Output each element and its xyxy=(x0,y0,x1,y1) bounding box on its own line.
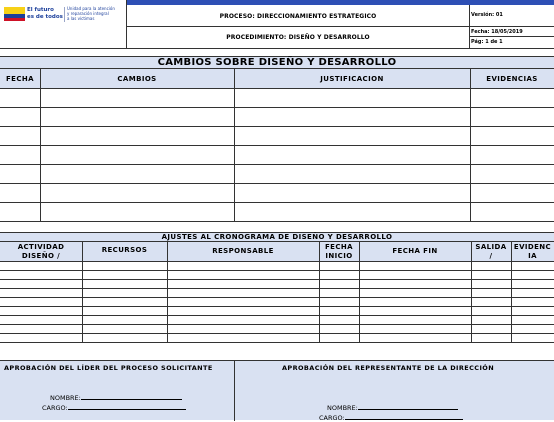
table-row xyxy=(0,288,554,289)
unit-line-3: a las víctimas xyxy=(67,16,95,21)
table-row xyxy=(0,126,554,127)
pagina-label: Pág: 1 de 1 xyxy=(471,39,503,45)
col-salida xyxy=(471,242,511,262)
aprobacion-lider-title: APROBACIÓN DEL LÍDER DEL PROCESO SOLICITANTE xyxy=(4,364,213,372)
lider-cargo-line[interactable] xyxy=(68,403,186,410)
ajustes-vline-4 xyxy=(359,242,360,343)
lider-nombre-label: NOMBRE: xyxy=(50,394,81,402)
unit-line-1: Unidad para la atención xyxy=(67,6,115,11)
cambios-title: CAMBIOS SOBRE DISEÑO Y DESARROLLO xyxy=(0,56,554,69)
unit-line-2: y reparación integral xyxy=(67,11,109,16)
col-salida-l1: SALIDA xyxy=(475,243,507,251)
header-bottom-border xyxy=(0,48,554,49)
version-label: Versión: 01 xyxy=(471,12,503,18)
col-fecha-inicio-l1: FECHA xyxy=(325,243,353,251)
col-fecha-inicio-l2: INICIO xyxy=(325,252,353,260)
representante-cargo-line[interactable] xyxy=(345,413,463,420)
table-row xyxy=(0,164,554,165)
col-evidencia-l1: EVIDENC xyxy=(513,243,552,251)
aprobacion-divider xyxy=(234,361,235,421)
lider-cargo-field[interactable] xyxy=(42,403,186,412)
table-row xyxy=(0,306,554,307)
document-header xyxy=(0,0,554,50)
col-evidencias: EVIDENCIAS xyxy=(486,74,538,83)
logo-divider xyxy=(64,7,65,22)
ajustes-vline-5 xyxy=(471,242,472,343)
col-fecha-fin: FECHA FIN xyxy=(392,246,438,255)
table-row xyxy=(0,297,554,298)
header-accent-bar xyxy=(126,0,554,5)
table-row xyxy=(0,107,554,108)
col-actividad-l1: ACTIVIDAD xyxy=(17,243,65,251)
col-salida-l2: / xyxy=(489,252,493,260)
fecha-label: Fecha: 18/05/2019 xyxy=(471,29,523,35)
proceso-label: PROCESO: DIRECCIONAMIENTO ESTRATEGICO xyxy=(219,12,377,20)
representante-nombre-label: NOMBRE: xyxy=(327,404,358,412)
representante-cargo-label: CARGO: xyxy=(319,414,345,422)
table-row xyxy=(0,221,554,222)
brand-text xyxy=(27,7,65,20)
logo-block xyxy=(0,0,126,48)
col-recursos: RECURSOS xyxy=(101,245,148,254)
procedimiento-label: PROCEDIMIENTO: DISEÑO Y DESARROLLO xyxy=(226,33,370,41)
ajustes-vline-1 xyxy=(82,242,83,343)
table-row xyxy=(0,315,554,316)
brand-line-2: es de todos xyxy=(27,13,63,20)
table-row xyxy=(0,145,554,146)
brand-line-1: El futuro xyxy=(27,7,54,13)
representante-cargo-field[interactable] xyxy=(319,413,463,422)
ajustes-title: AJUSTES AL CRONOGRAMA DE DISEÑO Y DESARROLLO xyxy=(0,232,554,242)
col-cambios: CAMBIOS xyxy=(117,74,157,83)
table-row xyxy=(0,333,554,334)
ajustes-vline-3 xyxy=(319,242,320,343)
col-fecha-inicio xyxy=(319,242,359,262)
ajustes-vline-6 xyxy=(511,242,512,343)
col-responsable: RESPONSABLE xyxy=(212,246,274,255)
col-evidencia xyxy=(511,242,554,262)
table-row xyxy=(0,270,554,271)
lider-nombre-field[interactable] xyxy=(50,393,182,402)
table-row xyxy=(0,183,554,184)
aprobacion-representante-title: APROBACIÓN DEL REPRESENTANTE DE LA DIRECCIÓN xyxy=(282,364,495,372)
colombia-flag-icon xyxy=(4,7,25,21)
meta-divider-2 xyxy=(469,36,554,37)
representante-nombre-line[interactable] xyxy=(358,403,458,410)
lider-cargo-label: CARGO: xyxy=(42,404,68,412)
ajustes-table-body xyxy=(0,262,554,344)
table-row xyxy=(0,202,554,203)
unit-text xyxy=(67,6,125,21)
col-fecha: FECHA xyxy=(6,74,34,83)
aprobacion-section xyxy=(0,360,554,420)
col-actividad-l2: DISEÑO / xyxy=(21,252,61,260)
meta-divider-1 xyxy=(469,26,554,27)
col-evidencia-l2: IA xyxy=(528,252,537,260)
cambios-table-body xyxy=(0,89,554,222)
col-actividad xyxy=(0,242,82,262)
ajustes-vline-2 xyxy=(167,242,168,343)
col-justificacion: JUSTIFICACION xyxy=(320,74,384,83)
table-row xyxy=(0,324,554,325)
table-row xyxy=(0,342,554,343)
lider-nombre-line[interactable] xyxy=(81,393,182,400)
representante-nombre-field[interactable] xyxy=(327,403,458,412)
table-row xyxy=(0,279,554,280)
